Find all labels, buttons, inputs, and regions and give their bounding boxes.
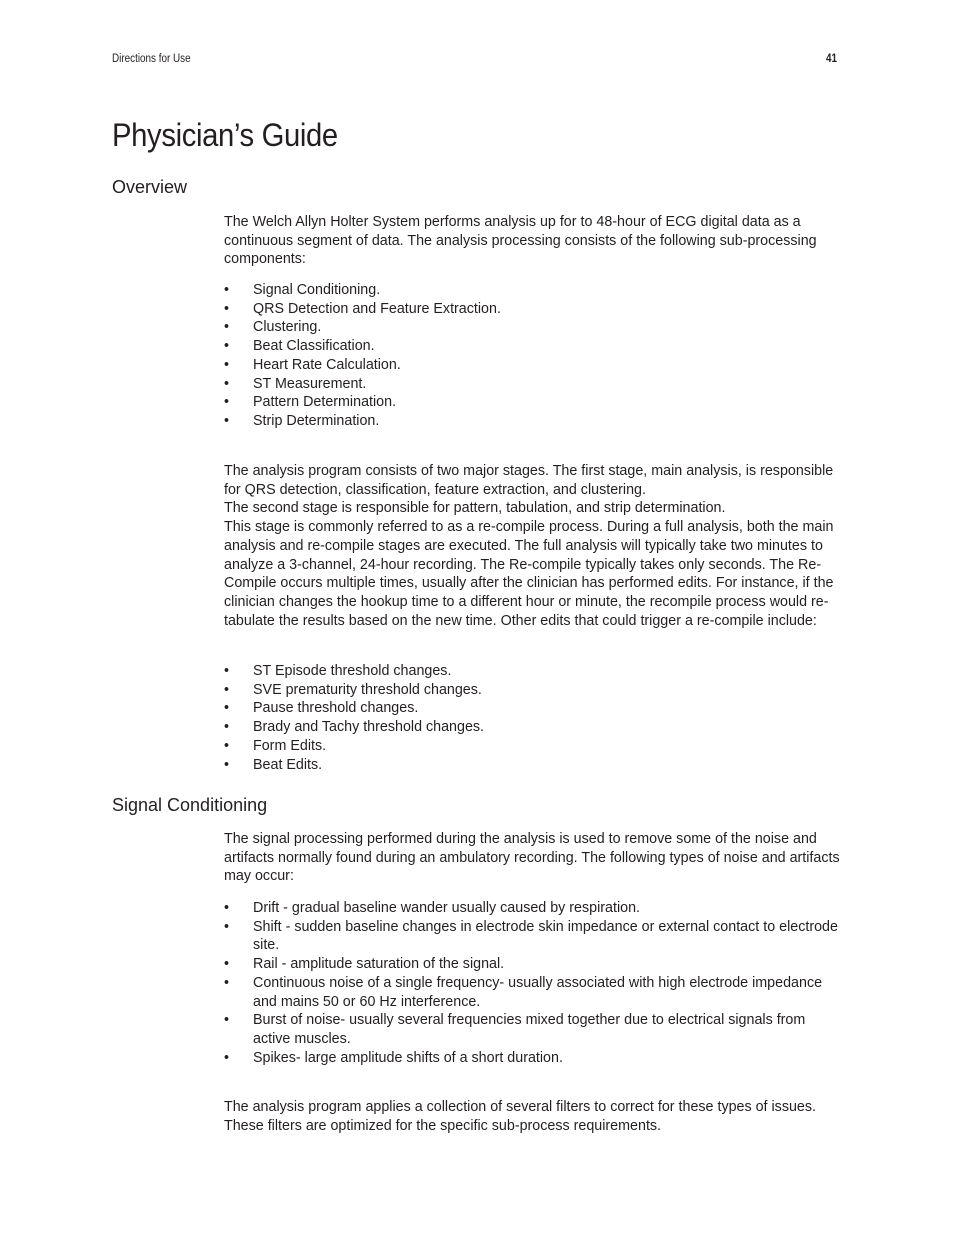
list-item: • Beat Edits. xyxy=(224,756,840,775)
list-item: • Brady and Tachy threshold changes. xyxy=(224,718,840,737)
list-item: • SVE prematurity threshold changes. xyxy=(224,681,840,700)
list-item: • Pause threshold changes. xyxy=(224,699,840,718)
section-heading-overview: Overview xyxy=(112,177,188,197)
running-head: Directions for Use xyxy=(112,53,191,65)
list-item: • Spikes- large amplitude shifts of a short duration. xyxy=(224,1049,840,1068)
list-item: • ST Episode threshold changes. xyxy=(224,662,840,681)
list-item: • Clustering. xyxy=(224,318,840,337)
recompile-triggers-list xyxy=(224,662,840,774)
filters-paragraph-block xyxy=(224,1098,840,1135)
list-item: • Form Edits. xyxy=(224,737,840,756)
page-number: 41 xyxy=(826,53,838,65)
list-item: • Pattern Determination. xyxy=(224,393,840,412)
list-item: • QRS Detection and Feature Extraction. xyxy=(224,300,840,319)
noise-types-list xyxy=(224,899,840,1067)
list-item: • Signal Conditioning. xyxy=(224,281,840,300)
signal-conditioning-intro-block xyxy=(224,830,840,886)
list-item: • Shift - sudden baseline changes in electrode skin impedance or external contact to electrode site. xyxy=(224,918,840,955)
list-item: • Heart Rate Calculation. xyxy=(224,356,840,375)
overview-intro: The Welch Allyn Holter System performs analysis up for to 48-hour of ECG digital data as a continuous segment of data. The analysis processing consists of the following sub-processing components: xyxy=(224,214,817,268)
list-item: • Burst of noise- usually several frequencies mixed together due to electrical signals from active muscles. xyxy=(224,1011,840,1048)
analysis-stages-block xyxy=(224,462,840,630)
analysis-stages-line: The second stage is responsible for pattern, tabulation, and strip determination. xyxy=(224,500,726,517)
list-item: • ST Measurement. xyxy=(224,375,840,394)
list-item: • Beat Classification. xyxy=(224,337,840,356)
filters-paragraph: The analysis program applies a collection of several filters to correct for these types of issues. These filters are optimized for the specific sub-process requirements. xyxy=(224,1099,817,1134)
list-item: • Strip Determination. xyxy=(224,412,840,431)
list-item: • Continuous noise of a single frequency- usually associated with high electrode impedance and mains 50 or 60 Hz interference. xyxy=(224,974,840,1011)
analysis-stages-line: The analysis program consists of two major stages. The first stage, main analysis, is responsible for QRS detection, classification, feature extraction, and clustering. xyxy=(224,463,834,498)
list-item: • Rail - amplitude saturation of the signal. xyxy=(224,955,840,974)
signal-conditioning-intro: The signal processing performed during the analysis is used to remove some of the noise and artifacts normally found during an ambulatory recording. The following types of noise and artifacts may occur: xyxy=(224,831,840,885)
overview-intro-block xyxy=(224,213,840,269)
analysis-stages-line: This stage is commonly referred to as a re-compile process. During a full analysis, both the main analysis and re-compile stages are executed. The full analysis will typically take two minutes to analyze a 3-channel, 24-hour recording. The Re-compile typically takes only seconds. The Re-Compile occurs multiple times, usually after the clinician has performed edits. For instance, if the clinician changes the hookup time to a different hour or minute, the recompile process would re-tabulate the results based on the new time. Other edits that could trigger a re-compile include: xyxy=(224,519,834,629)
page-title: Physician’s Guide xyxy=(112,117,338,153)
section-heading-signal-conditioning: Signal Conditioning xyxy=(112,795,268,815)
processing-components-list xyxy=(224,281,840,431)
list-item: • Drift - gradual baseline wander usually caused by respiration. xyxy=(224,899,840,918)
